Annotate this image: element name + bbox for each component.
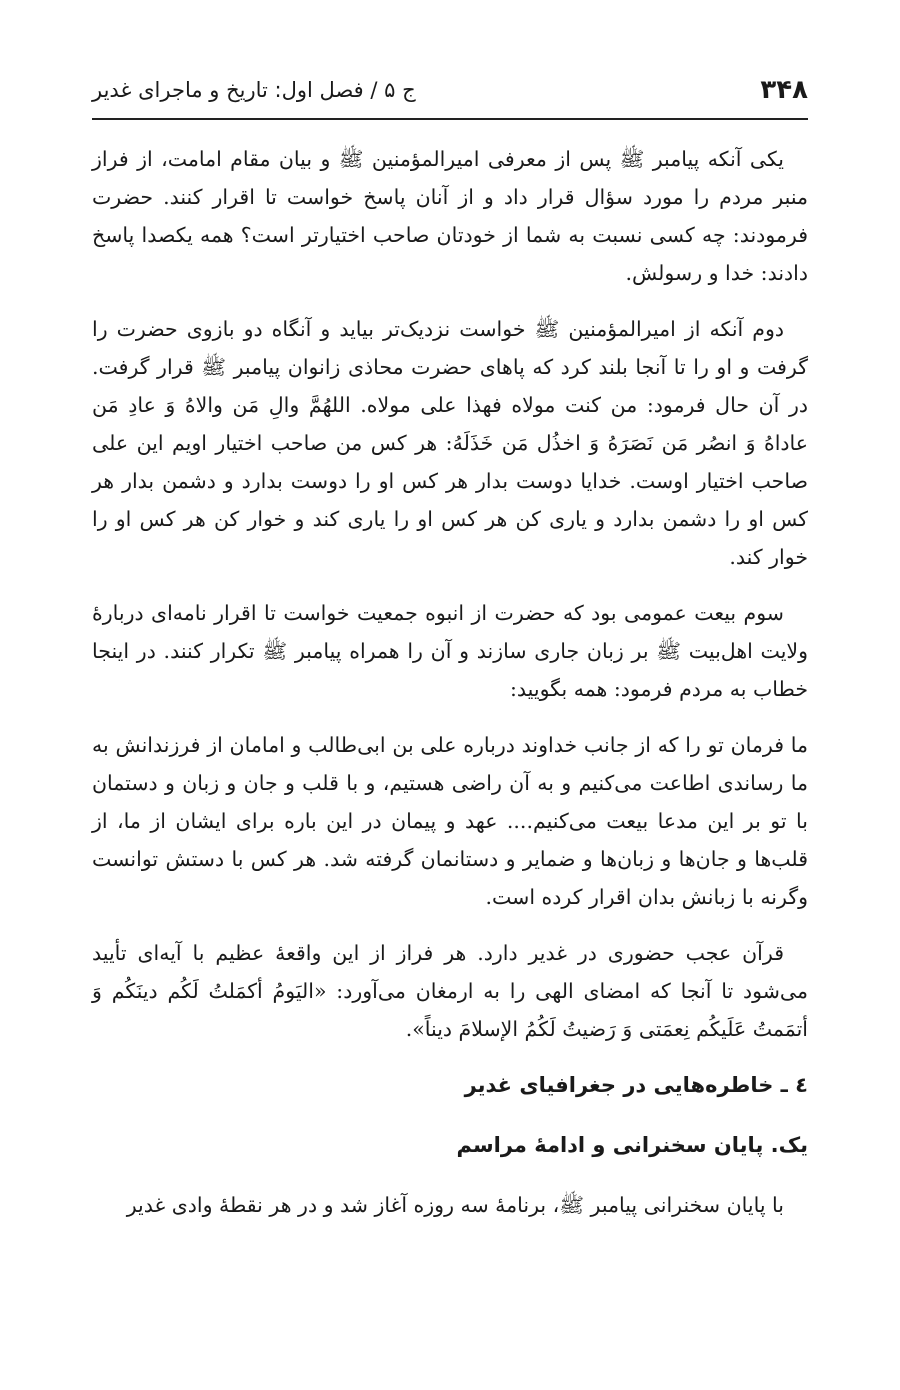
paragraph: با پایان سخنرانی پیامبر ﷺ، برنامۀ سه روزه آغاز شد و در هر نقطۀ وادی غدیر [126,1193,784,1217]
page-number: ۳۴۸ [760,75,808,105]
paragraph: سوم بیعت عمومی بود که حضرت از انبوه جمعیت خواست تا اقرار نامه‌ای دربارۀ ولایت اهل‌بیت ﷺ بر زبان جاری سازند و آن را همراه پیامبر ﷺ تکرار کنند. در اینجا خطاب به مردم فرمود: همه بگویید: [92,601,808,701]
subsection-heading: یک. پایان سخنرانی و ادامۀ مراسم [456,1133,808,1157]
quoted-paragraph: ما فرمان تو را که از جانب خداوند درباره علی بن ابی‌طالب و امامان از فرزندانش به ما رساندی اطاعت می‌کنیم و به آن راضی هستیم، و با قلب و جان و زبان و دستمان با تو بر این مدعا بیعت می‌کنیم.... عهد و پیمان در این باره برای ایشان از ما، از قلب‌ها و جان‌ها و زبان‌ها و ضمایر و دستانمان گرفته شد. هر کس با دستش توانست وگرنه با زبانش بدان اقرار کرده است. [92,733,808,909]
page-header [92,62,808,120]
paragraph: دوم آنکه از امیرالمؤمنین ﷺ خواست نزدیک‌تر بیاید و آنگاه دو بازوی حضرت را گرفت و او را تا آنجا بلند کرد که پاهای حضرت محاذی زانوان پیامبر ﷺ قرار گرفت. در آن حال فرمود: من کنت مولاه فهذا علی مولاه. اللهُمَّ والِ مَن والاهُ وَ عادِ مَن عاداهُ وَ انصُر مَن نَصَرَهُ وَ اخذُل مَن خَذَلَهُ: هر کس من صاحب اختیار اویم این علی صاحب اختیار اوست. خدایا دوست بدار هر کس او را دوست بدارد و دشمن بدار هر کس او را دشمن بدارد و یاری کن هر کس او را یاری کند و خوار کن هر کس او را خوار کند. [92,317,808,569]
section-heading: ٤ ـ خاطره‌هایی در جغرافیای غدیر [464,1073,808,1097]
running-title: ج ۵ / فصل اول: تاریخ و ماجرای غدیر [92,78,416,102]
page-body [92,140,808,1242]
paragraph: یکی آنکه پیامبر ﷺ پس از معرفی امیرالمؤمنین ﷺ و بیان مقام امامت، از فراز منبر مردم را مورد سؤال قرار داد و از آنان پاسخ خواست تا اقرار کنند. حضرت فرمودند: چه کسی نسبت به شما از خودتان صاحب اختیارتر است؟ همه یکصدا پاسخ دادند: خدا و رسولش. [92,147,808,285]
paragraph: قرآن عجب حضوری در غدیر دارد. هر فراز از این واقعۀ عظیم با آیه‌ای تأیید می‌شود تا آنجا که امضای الهی را به ارمغان می‌آورد: «الیَومُ أکمَلتُ لَکُم دینَکُم وَ أتمَمتُ عَلَیکُم نِعمَتی وَ رَضیتُ لَکُمُ الإسلامَ دیناً». [92,941,808,1041]
